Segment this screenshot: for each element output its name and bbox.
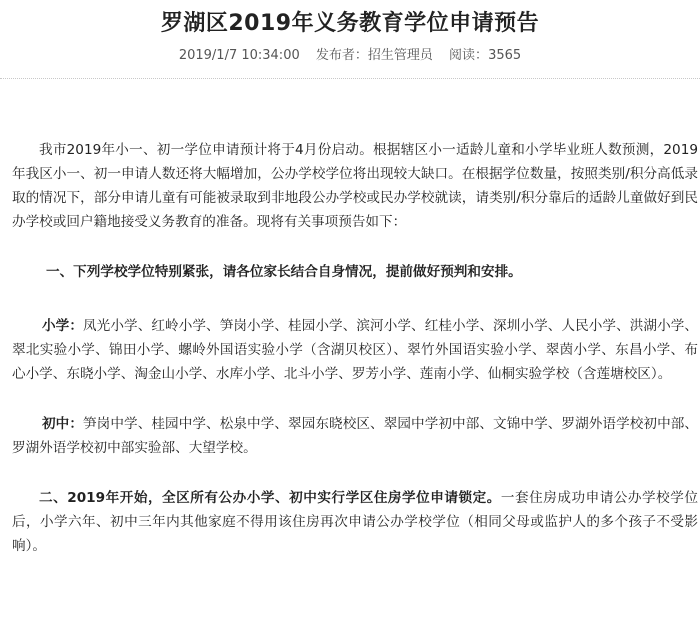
header-divider — [0, 78, 700, 79]
views-value: 3565 — [488, 48, 522, 63]
section2-heading: 二、2019年开始，全区所有公办小学、初中实行学区住房学位申请锁定。 — [39, 490, 501, 506]
section2-body: 一套住房成功申请公办学校学位后，小学六年、初中三年内其他家庭不得用该住房再次申请公办学校学位（相同父母或监护人的多个孩子不受影响）。 — [12, 490, 698, 554]
middle-schools-paragraph — [12, 412, 698, 460]
article-body — [12, 138, 698, 558]
middle-label: 初中： — [42, 416, 84, 432]
intro-paragraph: 我市2019年小一、初一学位申请预计将于4月份启动。根据辖区小一适龄儿童和小学毕业班人数预测，2019年我区小一、初一申请人数还将大幅增加，公办学校学位将出现较大缺口。在根据学位数量，按照类别/积分高低录取的情况下，部分申请儿童有可能被录取到非地段公办学校或民办学校就读，请类别/积分靠后的适龄儿童做好到民办学校或回户籍地接受义务教育的准备。现将有关事项预告如下： — [12, 142, 698, 230]
primary-schools-list: 凤光小学、红岭小学、笋岗小学、桂园小学、滨河小学、红桂小学、深圳小学、人民小学、洪湖小学、翠北实验小学、锦田小学、螺岭外国语实验小学（含湖贝校区）、翠竹外国语实验小学、翠茵小学、东昌小学、布心小学、东晓小学、淘金山小学、水库小学、北斗小学、罗芳小学、莲南小学、仙桐实验学校（含莲塘校区）。 — [12, 318, 699, 382]
section2-paragraph — [12, 486, 698, 558]
view-count — [449, 48, 521, 63]
publish-date: 2019/1/7 10:34:00 — [178, 48, 300, 63]
primary-schools-paragraph — [12, 314, 698, 386]
section1-heading: 一、下列学校学位特别紧张，请各位家长结合自身情况，提前做好预判和安排。 — [46, 264, 522, 280]
middle-schools-list: 笋岗中学、桂园中学、松泉中学、翠园东晓校区、翠园中学初中部、文锦中学、罗湖外语学校初中部、罗湖外语学校初中部实验部、大望学校。 — [12, 416, 699, 456]
publisher-label: 发布者： — [315, 48, 368, 63]
publisher-name: 招生管理员 — [367, 48, 433, 63]
article-meta — [0, 44, 700, 63]
primary-label: 小学： — [42, 318, 84, 334]
page-title: 罗湖区2019年义务教育学位申请预告 — [160, 11, 540, 36]
publisher — [316, 48, 433, 63]
views-label: 阅读： — [449, 48, 489, 63]
